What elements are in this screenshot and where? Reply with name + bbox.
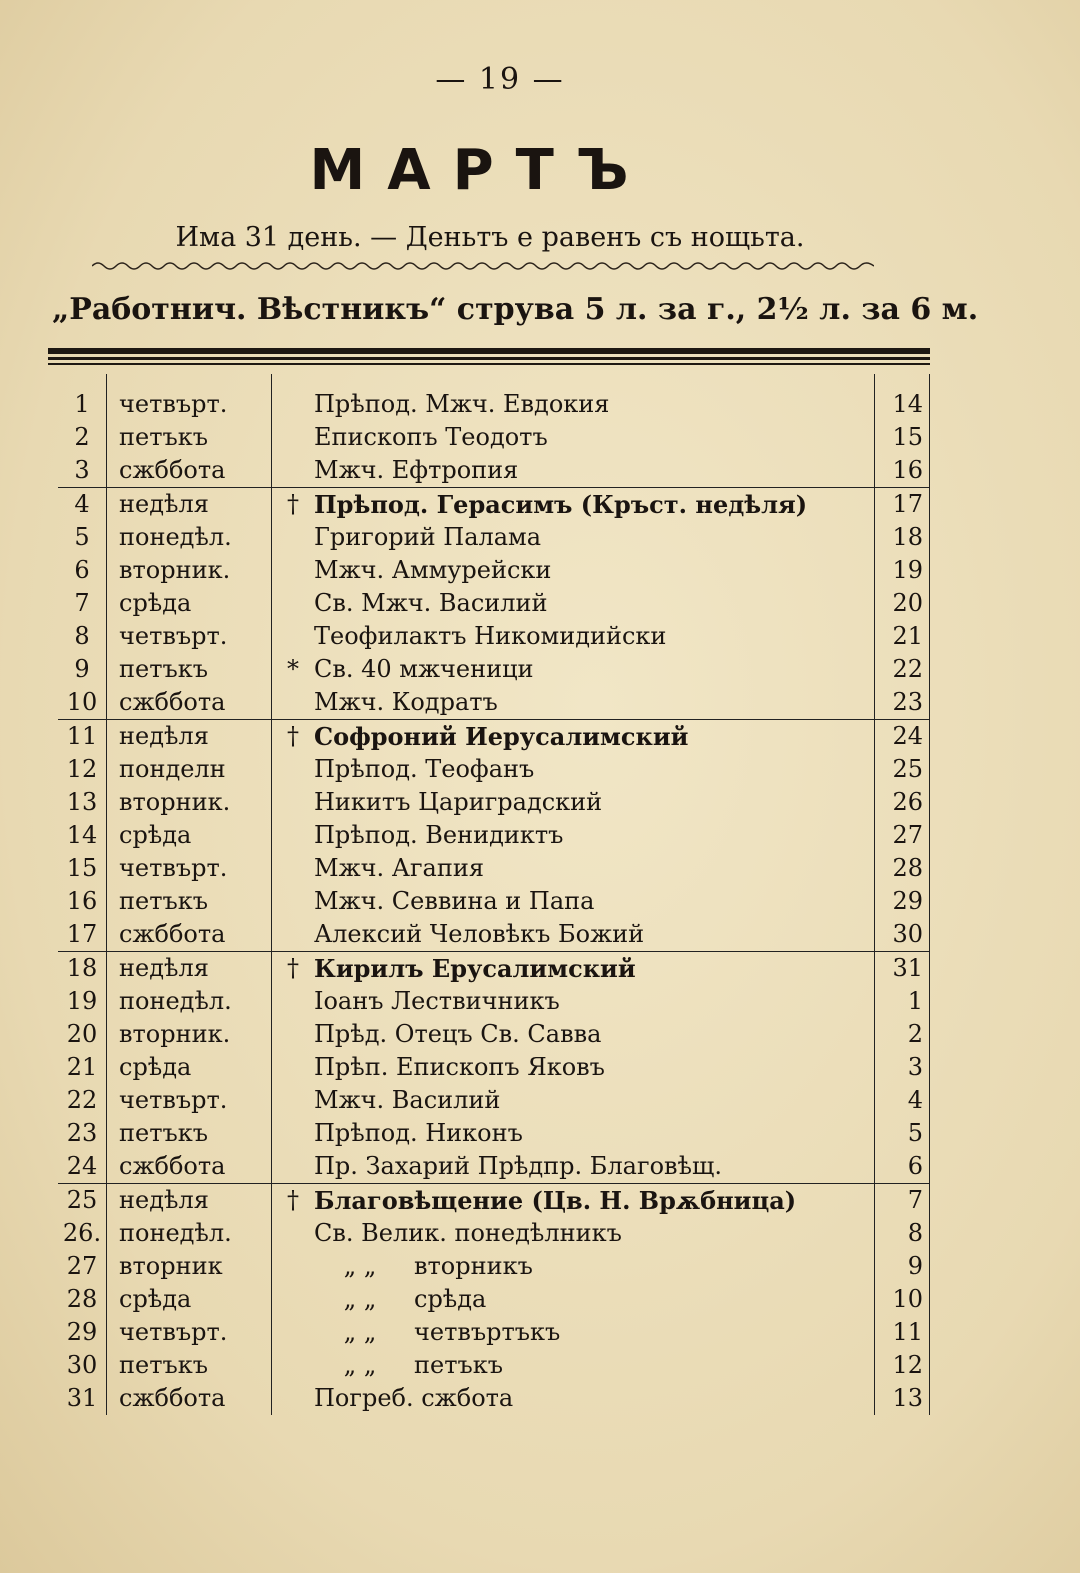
- feast-mark: [272, 686, 315, 720]
- feast-mark: [272, 1117, 315, 1150]
- old-style-date: 11: [875, 1316, 930, 1349]
- table-edge: [930, 421, 931, 454]
- heavy-rule: [48, 346, 930, 368]
- day-number: 30: [66, 1351, 98, 1379]
- calendar-row: [58, 1084, 930, 1117]
- feast-mark: [272, 885, 315, 918]
- calendar-row: [58, 885, 930, 918]
- table-edge: [930, 1283, 931, 1316]
- saint-name: Теофилактъ Никомидийски: [314, 622, 667, 650]
- weekday: четвърт.: [107, 852, 272, 885]
- table-edge: [930, 720, 931, 754]
- calendar-row: [58, 1217, 930, 1250]
- old-style-date: 20: [875, 587, 930, 620]
- feast-mark: [272, 587, 315, 620]
- saint-name: Св. Мжч. Василий: [314, 589, 548, 617]
- feast-mark: [272, 819, 315, 852]
- calendar-row: [58, 587, 930, 620]
- calendar-row: [58, 1250, 930, 1283]
- calendar-row: [58, 1150, 930, 1184]
- weekday: вторник.: [107, 786, 272, 819]
- weekday: срѣда: [107, 1051, 272, 1084]
- saint-name: Григорий Палама: [314, 523, 542, 551]
- calendar-row: [58, 720, 930, 754]
- calendar-row: [58, 1018, 930, 1051]
- wavy-divider: [92, 258, 874, 274]
- old-style-date: 31: [875, 952, 930, 986]
- feast-mark: [272, 918, 315, 952]
- weekday: сжббота: [107, 1382, 272, 1415]
- table-edge: [930, 885, 931, 918]
- saint-name: [314, 1349, 875, 1382]
- table-edge: [930, 587, 931, 620]
- table-edge: [930, 1184, 931, 1218]
- table-edge: [930, 488, 931, 522]
- feast-mark: [272, 554, 315, 587]
- weekday: срѣда: [107, 1283, 272, 1316]
- day-number: 25: [58, 1184, 107, 1218]
- old-style-date: 28: [875, 852, 930, 885]
- day-number: 29: [66, 1318, 98, 1346]
- old-style-date: 13: [875, 1382, 930, 1415]
- saint-name: Прѣпод. Герасимъ (Кръст. недѣля): [314, 488, 875, 522]
- day-number: 9: [74, 655, 90, 683]
- weekday: петъкъ: [107, 421, 272, 454]
- calendar-row: [58, 1117, 930, 1150]
- old-style-date: 2: [875, 1018, 930, 1051]
- weekday: понделн: [107, 753, 272, 786]
- saint-name: Софроний Иерусалимский: [314, 720, 875, 754]
- calendar-row: [58, 620, 930, 653]
- old-style-date: 21: [875, 620, 930, 653]
- table-edge: [930, 1316, 931, 1349]
- day-number: 5: [74, 523, 90, 551]
- saint-name: Мжч. Кодратъ: [314, 688, 498, 716]
- saint-name: Погреб. сжбота: [314, 1384, 514, 1412]
- feast-mark: †: [272, 720, 315, 754]
- day-number: 8: [74, 622, 90, 650]
- day-number: 31: [66, 1384, 98, 1412]
- day-number: 4: [58, 488, 107, 522]
- calendar-row: [58, 1349, 930, 1382]
- old-style-date: 29: [875, 885, 930, 918]
- feast-mark: *: [287, 655, 299, 683]
- day-number: 26.: [62, 1219, 102, 1247]
- table-edge: [930, 620, 931, 653]
- day-number: 16: [66, 887, 98, 915]
- ditto-word: срѣда: [414, 1285, 487, 1313]
- feast-mark: [272, 1150, 315, 1184]
- saint-name: Благовѣщение (Цв. Н. Врѫбница): [314, 1184, 875, 1218]
- saint-name: Кирилъ Ерусалимский: [314, 952, 875, 986]
- weekday: петъкъ: [107, 653, 272, 686]
- weekday: петъкъ: [107, 1349, 272, 1382]
- table-edge: [930, 918, 931, 952]
- calendar-row: [58, 521, 930, 554]
- weekday: вторник.: [107, 554, 272, 587]
- calendar-row: [58, 753, 930, 786]
- weekday: недѣля: [107, 1184, 272, 1218]
- ditto-word: четвъртъкъ: [414, 1318, 561, 1346]
- day-number: 18: [58, 952, 107, 986]
- saint-name: Св. Велик. понедѣлникъ: [314, 1219, 622, 1247]
- table-edge: [930, 1084, 931, 1117]
- day-number: 15: [66, 854, 98, 882]
- old-style-date: 18: [875, 521, 930, 554]
- saint-name: Прѣпод. Мжч. Евдокия: [314, 390, 610, 418]
- saint-name: [314, 1250, 875, 1283]
- weekday: понедѣл.: [107, 985, 272, 1018]
- old-style-date: 8: [875, 1217, 930, 1250]
- saint-name: Алексий Человѣкъ Божий: [314, 920, 645, 948]
- feast-mark: [272, 454, 315, 488]
- weekday: сжббота: [107, 686, 272, 720]
- day-number: 19: [66, 987, 98, 1015]
- day-number: 22: [66, 1086, 98, 1114]
- feast-mark: [272, 1283, 315, 1316]
- feast-mark: [272, 1084, 315, 1117]
- day-number: 13: [66, 788, 98, 816]
- old-style-date: 7: [875, 1184, 930, 1218]
- feast-mark: [272, 1250, 315, 1283]
- table-edge: [930, 521, 931, 554]
- table-edge: [930, 653, 931, 686]
- old-style-date: 22: [875, 653, 930, 686]
- feast-mark: [272, 852, 315, 885]
- ditto-word: петъкъ: [414, 1351, 504, 1379]
- old-style-date: 19: [875, 554, 930, 587]
- calendar-row: [58, 985, 930, 1018]
- feast-mark: †: [272, 1184, 315, 1218]
- day-number: 14: [66, 821, 98, 849]
- feast-mark: [272, 1349, 315, 1382]
- table-edge: [930, 1349, 931, 1382]
- old-style-date: 24: [875, 720, 930, 754]
- weekday: вторник: [107, 1250, 272, 1283]
- table-edge: [930, 1150, 931, 1184]
- calendar-row: [58, 1316, 930, 1349]
- old-style-date: 3: [875, 1051, 930, 1084]
- old-style-date: 30: [875, 918, 930, 952]
- day-number: 11: [58, 720, 107, 754]
- feast-mark: [272, 521, 315, 554]
- saint-name: Епископъ Теодотъ: [314, 423, 548, 451]
- day-number: 27: [66, 1252, 98, 1280]
- old-style-date: 12: [875, 1349, 930, 1382]
- saint-name: Св. 40 мжченици: [314, 655, 534, 683]
- saint-name: Іоанъ Лествичникъ: [314, 987, 560, 1015]
- feast-mark: †: [272, 488, 315, 522]
- calendar-row: [58, 454, 930, 488]
- weekday: сжбботa: [107, 454, 272, 488]
- table-edge: [930, 554, 931, 587]
- feast-mark: †: [272, 952, 315, 986]
- old-style-date: 10: [875, 1283, 930, 1316]
- saint-name: Мжч. Аммурейски: [314, 556, 552, 584]
- feast-mark: [272, 1051, 315, 1084]
- day-number: 17: [66, 920, 98, 948]
- saint-name: Прѣпод. Никонъ: [314, 1119, 523, 1147]
- ditto-marks: „ „: [343, 1285, 377, 1313]
- weekday: понедѣл.: [107, 1217, 272, 1250]
- day-number: 23: [66, 1119, 98, 1147]
- table-edge: [930, 1382, 931, 1415]
- weekday: недѣля: [107, 952, 272, 986]
- calendar-row: [58, 1184, 930, 1218]
- weekday: четвърт.: [107, 1316, 272, 1349]
- feast-mark: [272, 374, 315, 421]
- feast-mark: [272, 753, 315, 786]
- calendar-row: [58, 488, 930, 522]
- day-number: 28: [66, 1285, 98, 1313]
- weekday: недѣля: [107, 488, 272, 522]
- old-style-date: 14: [875, 374, 930, 421]
- saint-name: Мжч. Севвина и Папа: [314, 887, 595, 915]
- old-style-date: 5: [875, 1117, 930, 1150]
- table-edge: [930, 1018, 931, 1051]
- saint-name: [314, 1316, 875, 1349]
- calendar-row: [58, 1283, 930, 1316]
- table-edge: [930, 1117, 931, 1150]
- day-number: 3: [74, 456, 90, 484]
- saint-name: Мжч. Ефтропия: [314, 456, 519, 484]
- weekday: вторник.: [107, 1018, 272, 1051]
- table-edge: [930, 985, 931, 1018]
- day-number: 7: [74, 589, 90, 617]
- table-edge: [930, 454, 931, 488]
- feast-mark: [272, 1217, 315, 1250]
- old-style-date: 1: [875, 985, 930, 1018]
- saint-name: Прѣпод. Венидиктъ: [314, 821, 564, 849]
- old-style-date: 6: [875, 1150, 930, 1184]
- table-edge: [930, 374, 931, 421]
- weekday: понедѣл.: [107, 521, 272, 554]
- weekday: четвърт.: [107, 1084, 272, 1117]
- saint-name: Прѣп. Епископъ Яковъ: [314, 1053, 605, 1081]
- weekday: срѣда: [107, 587, 272, 620]
- calendar-row: [58, 421, 930, 454]
- month-subtitle: Има 31 день. — Деньтъ е равенъ съ нощьта.: [175, 222, 805, 253]
- old-style-date: 17: [875, 488, 930, 522]
- feast-mark: [272, 1018, 315, 1051]
- old-style-date: 9: [875, 1250, 930, 1283]
- calendar-row: [58, 1051, 930, 1084]
- day-number: 10: [66, 688, 98, 716]
- calendar-row: [58, 653, 930, 686]
- ditto-marks: „ „: [343, 1318, 377, 1346]
- subscription-notice: „Работнич. Вѣстникъ“ струва 5 л. за г., 2½ л. за 6 м.: [52, 292, 979, 327]
- calendar-row: [58, 819, 930, 852]
- old-style-date: 27: [875, 819, 930, 852]
- old-style-date: 16: [875, 454, 930, 488]
- table-edge: [930, 952, 931, 986]
- weekday: сжббота: [107, 918, 272, 952]
- day-number: 21: [66, 1053, 98, 1081]
- table-edge: [930, 753, 931, 786]
- day-number: 20: [66, 1020, 98, 1048]
- ditto-word: вторникъ: [414, 1252, 533, 1280]
- calendar-table: [58, 374, 930, 1415]
- old-style-date: 4: [875, 1084, 930, 1117]
- month-title: МАРТЪ: [309, 138, 651, 203]
- day-number: 12: [66, 755, 98, 783]
- weekday: сжббота: [107, 1150, 272, 1184]
- saint-name: Прѣд. Отецъ Св. Савва: [314, 1020, 602, 1048]
- day-number: 24: [66, 1152, 98, 1180]
- weekday: четвърт.: [107, 374, 272, 421]
- calendar-row: [58, 554, 930, 587]
- feast-mark: [272, 620, 315, 653]
- weekday: срѣда: [107, 819, 272, 852]
- table-edge: [930, 1051, 931, 1084]
- weekday: петъкъ: [107, 1117, 272, 1150]
- calendar-row: [58, 952, 930, 986]
- saint-name: Никитъ Цариградский: [314, 788, 603, 816]
- weekday: недѣля: [107, 720, 272, 754]
- ditto-marks: „ „: [343, 1351, 377, 1379]
- saint-name: Прѣпод. Теофанъ: [314, 755, 535, 783]
- table-edge: [930, 819, 931, 852]
- weekday: четвърт.: [107, 620, 272, 653]
- weekday: петъкъ: [107, 885, 272, 918]
- feast-mark: [272, 1382, 315, 1415]
- table-edge: [930, 1217, 931, 1250]
- calendar-row: [58, 1382, 930, 1415]
- day-number: 6: [74, 556, 90, 584]
- calendar-row: [58, 686, 930, 720]
- calendar-row: [58, 852, 930, 885]
- ditto-marks: „ „: [343, 1252, 377, 1280]
- feast-mark: [272, 421, 315, 454]
- day-number: 2: [74, 423, 90, 451]
- table-edge: [930, 786, 931, 819]
- feast-mark: [272, 1316, 315, 1349]
- calendar-row: [58, 374, 930, 421]
- saint-name: Пр. Захарий Прѣдпр. Благовѣщ.: [314, 1152, 722, 1180]
- feast-mark: [272, 786, 315, 819]
- old-style-date: 26: [875, 786, 930, 819]
- old-style-date: 23: [875, 686, 930, 720]
- day-number: 1: [74, 390, 90, 418]
- saint-name: Мжч. Агапия: [314, 854, 484, 882]
- calendar-row: [58, 918, 930, 952]
- old-style-date: 15: [875, 421, 930, 454]
- table-edge: [930, 686, 931, 720]
- feast-mark: [272, 985, 315, 1018]
- saint-name: Мжч. Василий: [314, 1086, 501, 1114]
- saint-name: [314, 1283, 875, 1316]
- calendar-row: [58, 786, 930, 819]
- table-edge: [930, 852, 931, 885]
- table-edge: [930, 1250, 931, 1283]
- page-number: — 19 —: [435, 62, 565, 97]
- old-style-date: 25: [875, 753, 930, 786]
